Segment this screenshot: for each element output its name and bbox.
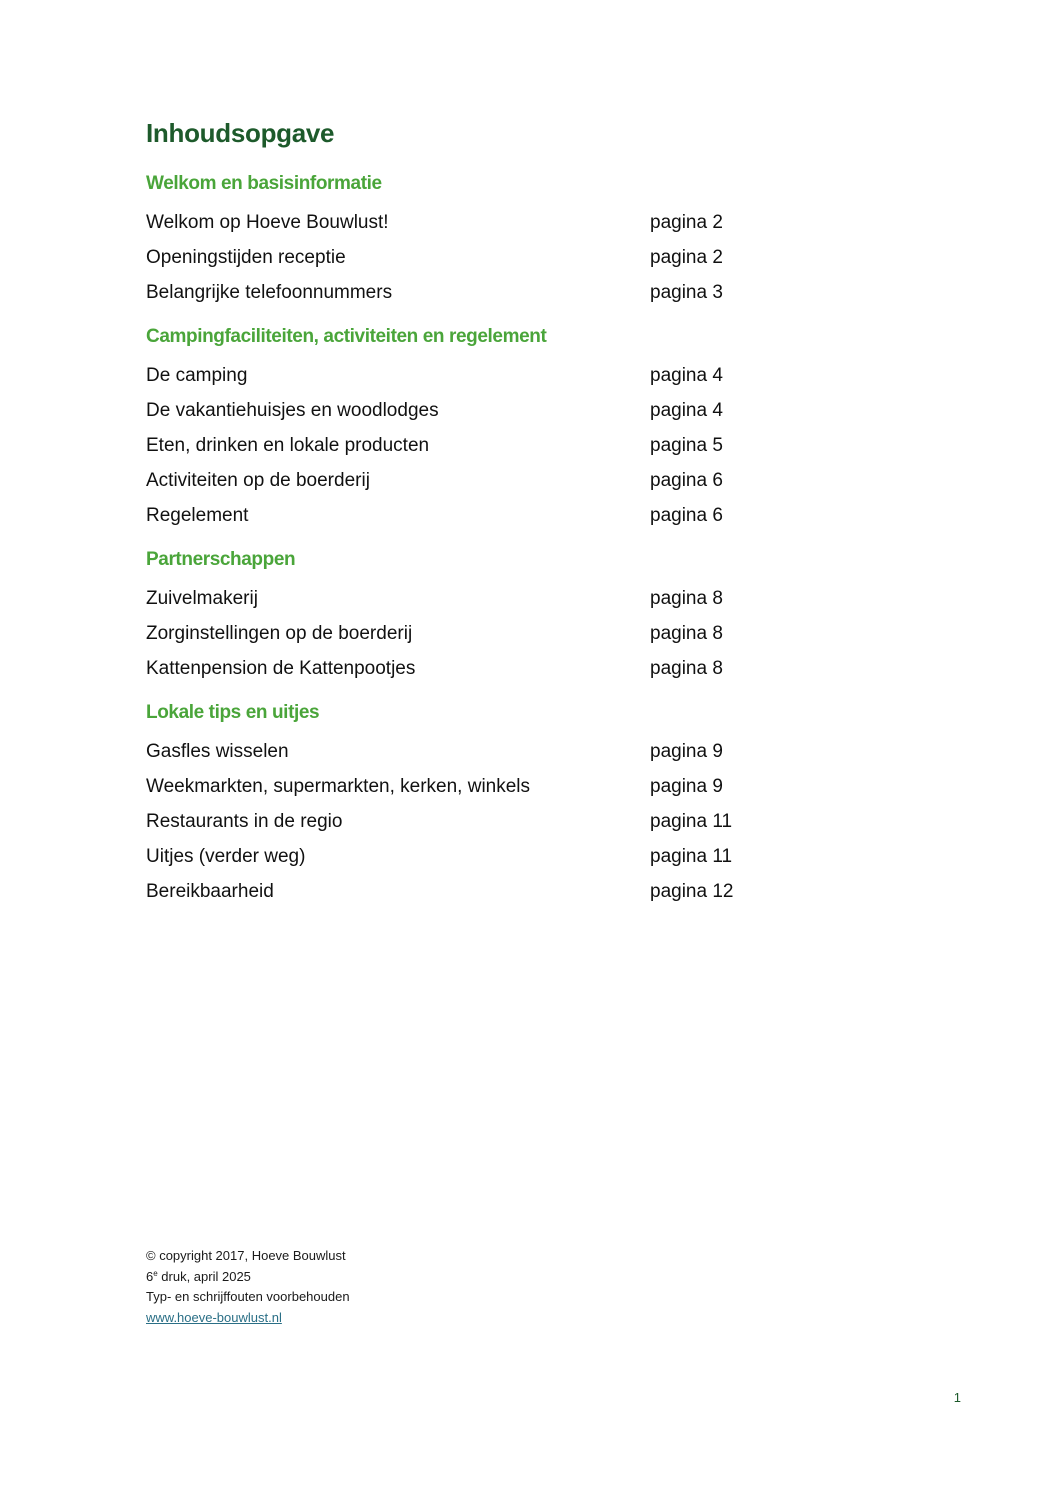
entry-title: Gasfles wisselen bbox=[146, 741, 289, 762]
section-heading: Welkom en basisinformatie bbox=[146, 173, 382, 194]
edition-line bbox=[146, 1267, 350, 1288]
entry-title: Eten, drinken en lokale producten bbox=[146, 435, 430, 456]
entry-title: Uitjes (verder weg) bbox=[146, 846, 306, 867]
entry-page: pagina 9 bbox=[650, 776, 723, 797]
entry-title: Zorginstellingen op de boerderij bbox=[146, 623, 413, 644]
table-of-contents bbox=[146, 114, 806, 924]
entry-page: pagina 2 bbox=[650, 212, 723, 233]
toc-entry bbox=[146, 498, 806, 533]
toc-entry bbox=[146, 463, 806, 498]
edition-number: 6 bbox=[146, 1268, 154, 1284]
entry-page: pagina 3 bbox=[650, 282, 723, 303]
entry-page: pagina 11 bbox=[650, 846, 733, 867]
copyright-line: © copyright 2017, Hoeve Bouwlust bbox=[146, 1248, 346, 1263]
toc-section-lokale-tips bbox=[146, 701, 806, 909]
toc-entry bbox=[146, 428, 806, 463]
toc-title: Inhoudsopgave bbox=[146, 118, 335, 148]
toc-section-partnerschappen bbox=[146, 548, 806, 686]
entry-title: Zuivelmakerij bbox=[146, 588, 258, 609]
entry-title: Belangrijke telefoonnummers bbox=[146, 282, 393, 303]
toc-entry bbox=[146, 616, 806, 651]
entry-page: pagina 4 bbox=[650, 365, 723, 386]
entry-title: Regelement bbox=[146, 505, 249, 526]
section-heading: Lokale tips en uitjes bbox=[146, 702, 320, 723]
entry-page: pagina 12 bbox=[650, 881, 734, 902]
edition-text: druk, april 2025 bbox=[157, 1268, 251, 1284]
entry-title: Weekmarkten, supermarkten, kerken, winkels bbox=[146, 776, 531, 797]
entry-title: Openingstijden receptie bbox=[146, 247, 346, 268]
toc-section-campingfaciliteiten bbox=[146, 325, 806, 533]
entry-page: pagina 11 bbox=[650, 811, 733, 832]
toc-entry bbox=[146, 769, 806, 804]
toc-entry bbox=[146, 651, 806, 686]
entry-title: Welkom op Hoeve Bouwlust! bbox=[146, 212, 389, 233]
toc-entry bbox=[146, 358, 806, 393]
entry-page: pagina 2 bbox=[650, 247, 723, 268]
disclaimer-line: Typ- en schrijffouten voorbehouden bbox=[146, 1289, 350, 1304]
toc-entry bbox=[146, 734, 806, 769]
entry-page: pagina 8 bbox=[650, 658, 723, 679]
entry-title: De vakantiehuisjes en woodlodges bbox=[146, 400, 439, 421]
entry-title: Kattenpension de Kattenpootjes bbox=[146, 658, 416, 679]
entry-title: Restaurants in de regio bbox=[146, 811, 343, 832]
toc-entry bbox=[146, 581, 806, 616]
toc-section-basisinformatie bbox=[146, 172, 806, 310]
edition-suffix: e bbox=[153, 1268, 158, 1278]
section-heading: Campingfaciliteiten, activiteiten en regelement bbox=[146, 326, 547, 347]
toc-entry bbox=[146, 393, 806, 428]
page-number: 1 bbox=[953, 1390, 961, 1405]
entry-page: pagina 5 bbox=[650, 435, 723, 456]
entry-page: pagina 4 bbox=[650, 400, 723, 421]
entry-page: pagina 8 bbox=[650, 588, 723, 609]
website-link[interactable]: www.hoeve-bouwlust.nl bbox=[146, 1309, 282, 1325]
toc-entry bbox=[146, 839, 806, 874]
toc-entry bbox=[146, 874, 806, 909]
section-heading: Partnerschappen bbox=[146, 549, 296, 570]
entry-title: Bereikbaarheid bbox=[146, 881, 274, 902]
colophon bbox=[146, 1246, 350, 1328]
entry-page: pagina 9 bbox=[650, 741, 723, 762]
toc-entry bbox=[146, 205, 806, 240]
entry-title: Activiteiten op de boerderij bbox=[146, 470, 370, 491]
entry-title: De camping bbox=[146, 365, 248, 386]
entry-page: pagina 8 bbox=[650, 623, 723, 644]
toc-entry bbox=[146, 240, 806, 275]
entry-page: pagina 6 bbox=[650, 505, 723, 526]
toc-entry bbox=[146, 275, 806, 310]
entry-page: pagina 6 bbox=[650, 470, 723, 491]
toc-entry bbox=[146, 804, 806, 839]
